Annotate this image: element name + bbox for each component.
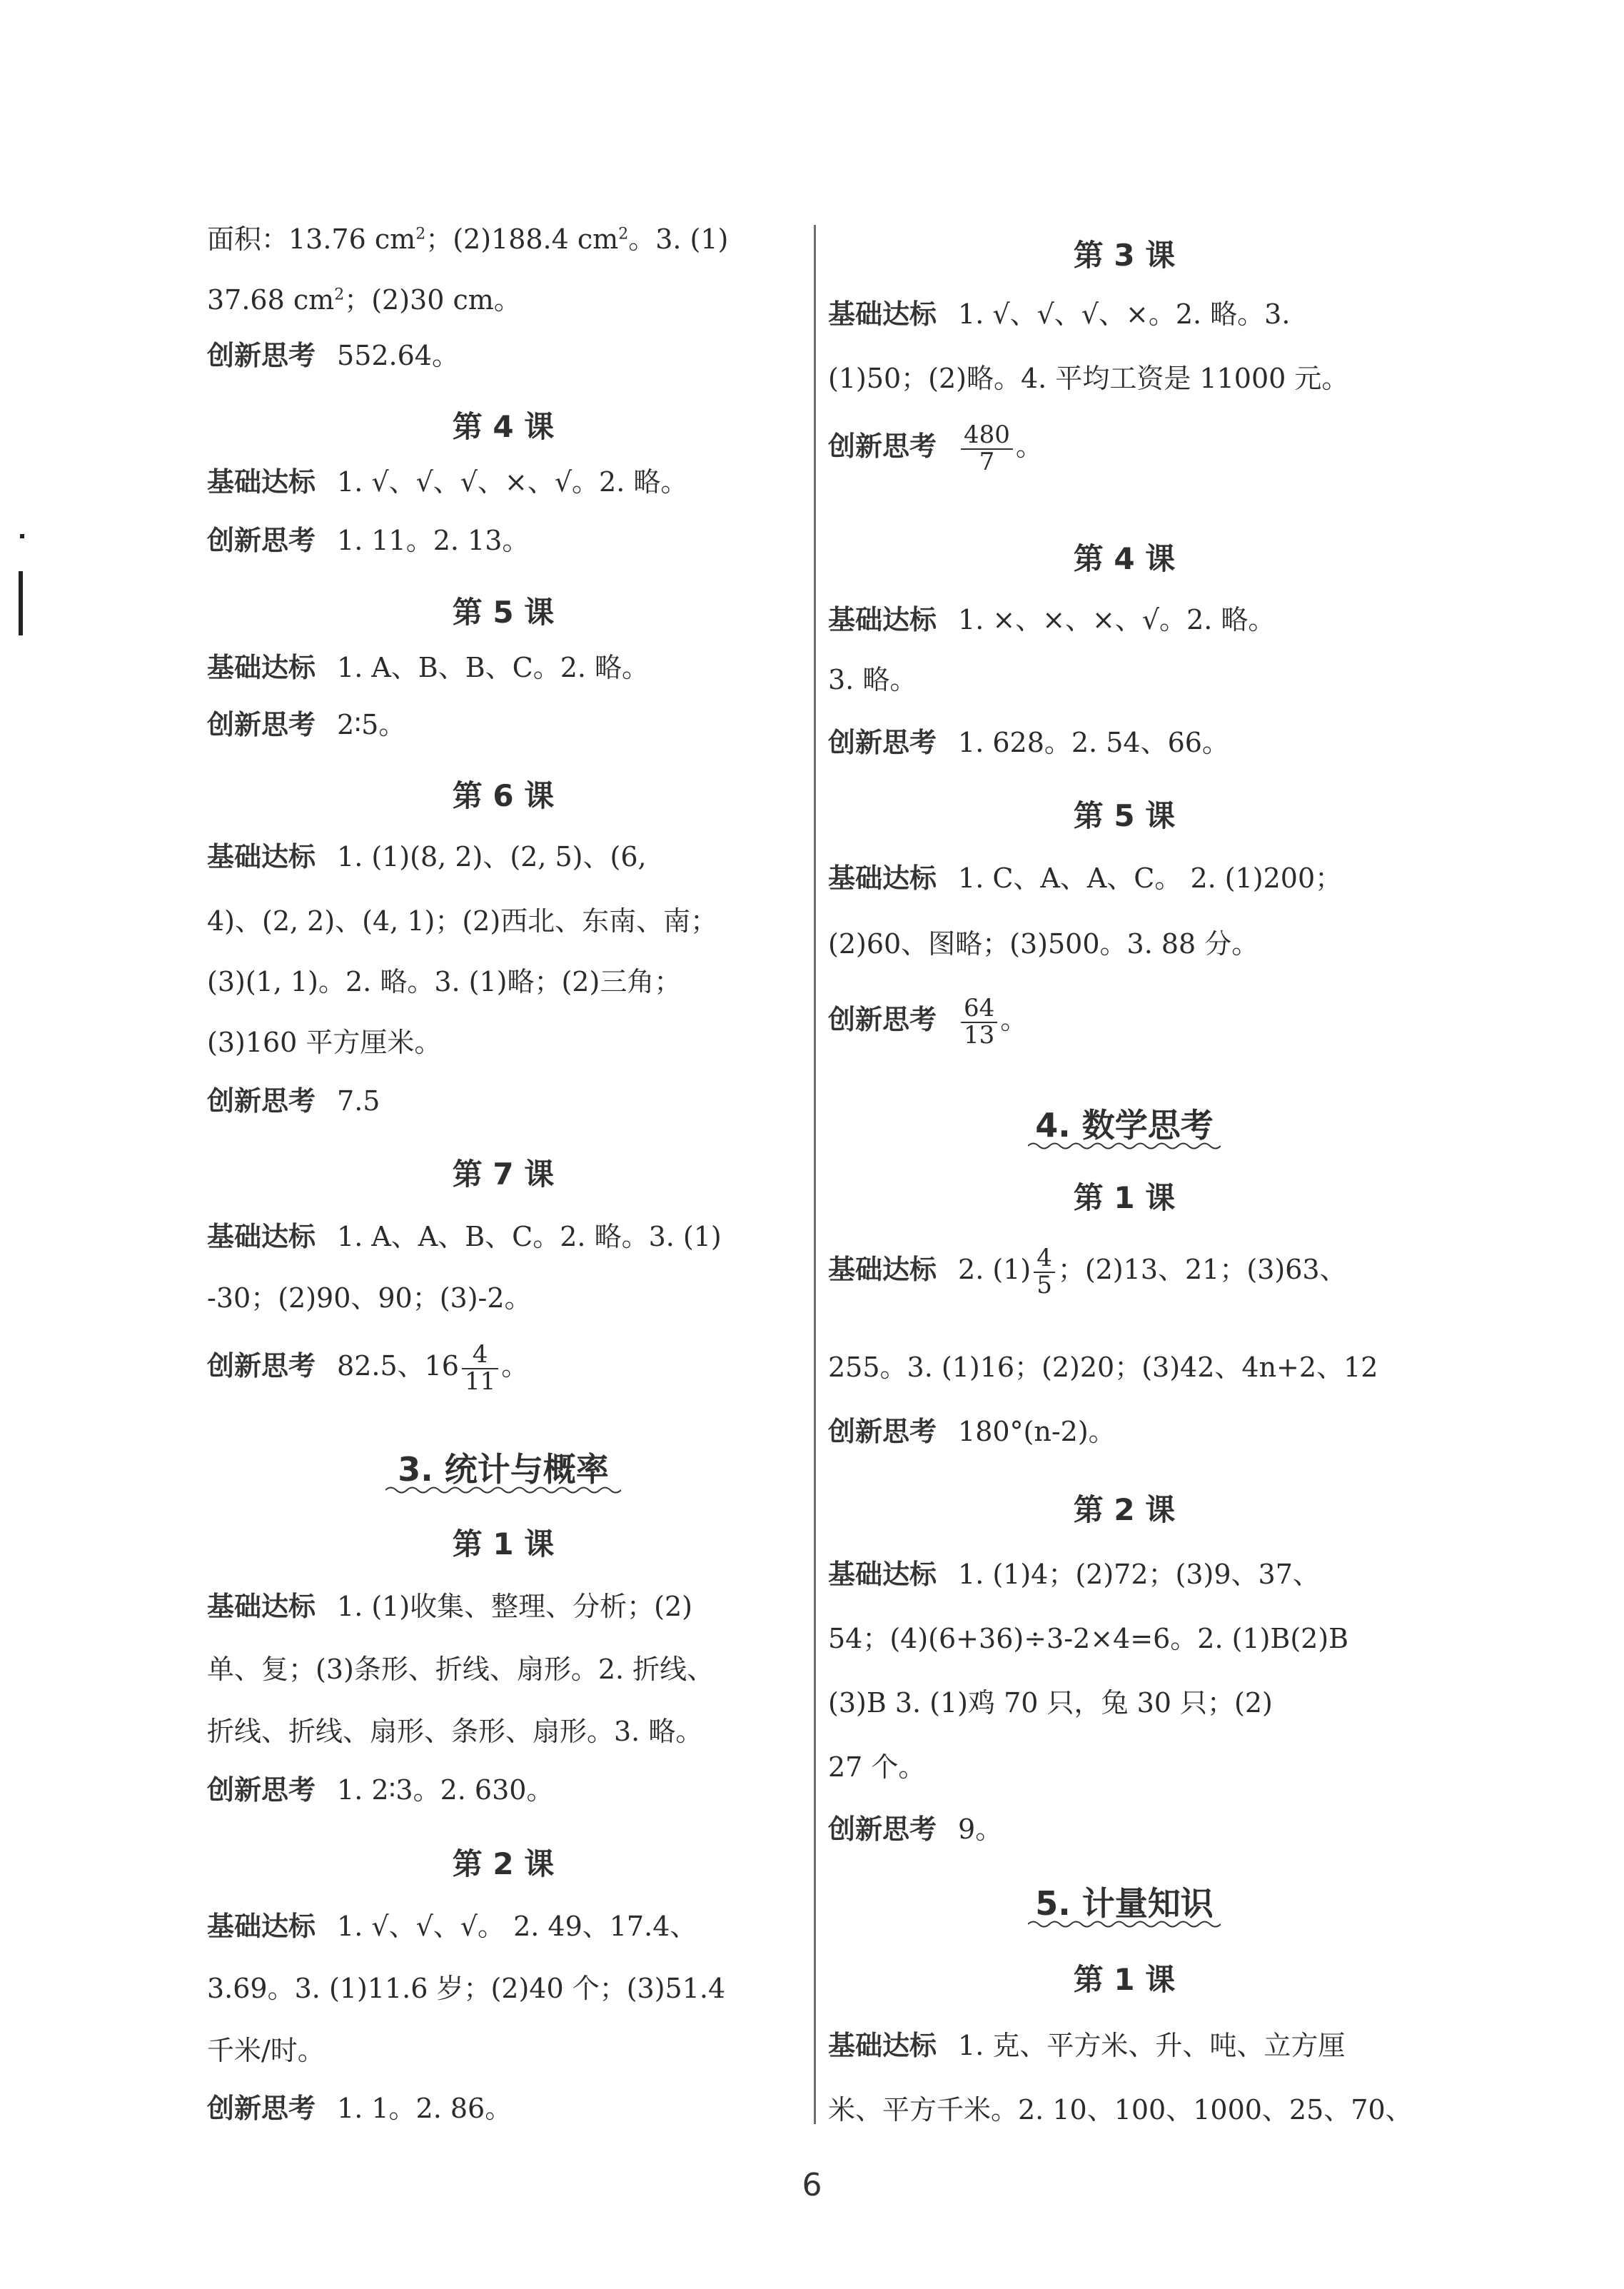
chapter-heading <box>828 1100 1421 1154</box>
text-line: (3)160 平方厘米。 <box>207 1027 442 1058</box>
answer-text: 1. (1)收集、整理、分析；(2) <box>337 1591 693 1622</box>
text-line: 255。3. (1)16；(2)20；(3)42、4n+2、12 <box>828 1352 1378 1383</box>
innovate-line <box>828 1417 1116 1447</box>
innovate-line <box>207 2094 512 2124</box>
basic-label: 基础达标 <box>828 862 937 894</box>
fraction <box>462 1342 498 1394</box>
text-line: 3. 略。 <box>828 664 917 695</box>
basic-line <box>828 864 1342 894</box>
margin-mark <box>20 534 24 538</box>
innovate-line <box>207 1342 528 1394</box>
answer-text: 1. √、√、√、×、√。2. 略。 <box>337 466 688 498</box>
text-line: (3)B 3. (1)鸡 70 只，兔 30 只；(2) <box>828 1687 1273 1719</box>
lesson-title: 第 2 课 <box>1073 1492 1176 1527</box>
fraction <box>961 423 1013 475</box>
innovate-label: 创新思考 <box>207 2093 316 2124</box>
chapter-title: 4. 数学思考 <box>1035 1106 1214 1144</box>
basic-line <box>207 653 649 683</box>
answer-text: 1. 克、平方米、升、吨、立方厘 <box>958 2030 1346 2061</box>
basic-line <box>828 1246 1347 1298</box>
chapter-heading <box>207 1444 800 1498</box>
answer-text: ；(2)13、21；(3)63、 <box>1057 1254 1347 1286</box>
text-line: 折线、折线、扇形、条形、扇形。3. 略。 <box>207 1716 703 1747</box>
innovate-label: 创新思考 <box>207 1774 316 1806</box>
lesson-title: 第 6 课 <box>452 778 555 813</box>
innovate-line <box>207 1776 553 1806</box>
answer-text: 1. 628。2. 54、66。 <box>958 727 1229 758</box>
answer-text: 9。 <box>958 1813 1003 1845</box>
basic-label: 基础达标 <box>207 652 316 683</box>
innovate-line <box>207 341 459 371</box>
fraction-numerator: 64 <box>961 996 997 1023</box>
answer-text: 1. C、A、A、C。 2. (1)200； <box>958 862 1343 894</box>
basic-label: 基础达标 <box>828 2030 937 2061</box>
fraction-denominator: 7 <box>979 447 995 476</box>
lesson-title: 第 2 课 <box>452 1846 555 1881</box>
answer-text: 。 <box>501 1350 529 1382</box>
answer-text: 1. √、√、√、×。2. 略。3. <box>958 298 1291 330</box>
text-line: (1)50；(2)略。4. 平均工资是 11000 元。 <box>828 363 1349 394</box>
text-line: 米、平方千米。2. 10、100、1000、25、70、 <box>828 2094 1413 2126</box>
innovate-line <box>207 526 529 556</box>
answer-text: 7.5 <box>337 1085 380 1117</box>
answer-text: 1. 2∶3。2. 630。 <box>337 1774 554 1806</box>
basic-label: 基础达标 <box>207 1221 316 1252</box>
answer-text: 1. (1)4；(2)72；(3)9、37、 <box>958 1559 1320 1590</box>
lesson-title: 第 4 课 <box>452 409 555 444</box>
basic-line <box>207 1592 692 1622</box>
innovate-label: 创新思考 <box>828 727 937 758</box>
wavy-underline <box>1028 1919 1221 1929</box>
innovate-line <box>207 1087 380 1117</box>
fraction-numerator: 4 <box>1034 1246 1055 1273</box>
text-line: -30；(2)90、90；(3)-2。 <box>207 1282 532 1314</box>
text-line: 3.69。3. (1)11.6 岁；(2)40 个；(3)51.4 <box>207 1973 726 2004</box>
lesson-title: 第 4 课 <box>1073 541 1176 576</box>
basic-label: 基础达标 <box>207 841 316 872</box>
innovate-label: 创新思考 <box>207 1350 316 1382</box>
basic-line <box>207 468 687 498</box>
innovate-label: 创新思考 <box>828 1813 937 1845</box>
basic-line <box>828 300 1290 330</box>
text-line: 27 个。 <box>828 1751 926 1783</box>
basic-line <box>828 605 1275 635</box>
fraction-denominator: 11 <box>464 1367 496 1396</box>
lesson-title: 第 5 课 <box>452 595 555 630</box>
answer-text: 。 <box>1015 431 1043 463</box>
text-line: (3)(1, 1)。2. 略。3. (1)略；(2)三角； <box>207 966 682 997</box>
fraction-denominator: 5 <box>1037 1270 1052 1299</box>
innovate-label: 创新思考 <box>828 1004 937 1036</box>
basic-line <box>828 1560 1320 1590</box>
basic-label: 基础达标 <box>828 298 937 330</box>
lesson-title: 第 5 课 <box>1073 798 1176 833</box>
basic-line <box>207 1222 722 1252</box>
innovate-label: 创新思考 <box>828 1416 937 1447</box>
basic-line <box>207 1912 697 1942</box>
fraction <box>961 996 997 1048</box>
text-line: 面积：13.76 $cm^2$；(2)188.4 $cm^2$。3. (1) <box>207 223 729 255</box>
lesson-title: 第 1 课 <box>1073 1180 1176 1215</box>
innovate-label: 创新思考 <box>207 1085 316 1117</box>
wavy-underline <box>1028 1141 1221 1151</box>
page-number: 6 <box>802 2167 822 2203</box>
lesson-title: 第 7 课 <box>452 1157 555 1192</box>
answer-text: 1. A、A、B、C。2. 略。3. (1) <box>337 1221 722 1252</box>
basic-label: 基础达标 <box>207 1911 316 1942</box>
text-line: 单、复；(3)条形、折线、扇形。2. 折线、 <box>207 1654 715 1685</box>
column-divider <box>814 225 816 2124</box>
innovate-label: 创新思考 <box>207 709 316 740</box>
answer-text: 2. (1) <box>958 1254 1032 1286</box>
text-line: 4)、(2, 2)、(4, 1)；(2)西北、东南、南； <box>207 905 718 937</box>
answer-text: 1. √、√、√。 2. 49、17.4、 <box>337 1911 697 1942</box>
fraction <box>1034 1246 1055 1298</box>
innovate-line <box>207 710 405 740</box>
answer-text: 1. 1。2. 86。 <box>337 2093 513 2124</box>
answer-text: 1. A、B、B、C。2. 略。 <box>337 652 650 683</box>
basic-label: 基础达标 <box>828 1559 937 1590</box>
innovate-line <box>828 1815 1002 1845</box>
innovate-label: 创新思考 <box>207 525 316 556</box>
answer-text: 1. 11。2. 13。 <box>337 525 530 556</box>
wavy-underline <box>385 1485 621 1495</box>
lesson-title: 第 1 课 <box>452 1526 555 1561</box>
basic-line <box>828 2031 1345 2061</box>
answer-text: 552.64。 <box>337 340 459 371</box>
fraction-denominator: 13 <box>964 1020 995 1050</box>
text-line: (2)60、图略；(3)500。3. 88 分。 <box>828 928 1259 960</box>
basic-label: 基础达标 <box>207 466 316 498</box>
text-line: 千米/时。 <box>207 2035 325 2066</box>
answer-text: 1. (1)(8, 2)、(2, 5)、(6, <box>337 841 647 872</box>
text-line: 54；(4)(6+36)÷3-2×4=6。2. (1)B(2)B <box>828 1623 1349 1654</box>
lesson-title: 第 3 课 <box>1073 238 1176 273</box>
innovate-label: 创新思考 <box>207 340 316 371</box>
answer-text: 1. ×、×、×、√。2. 略。 <box>958 604 1276 635</box>
chapter-title: 3. 统计与概率 <box>398 1450 609 1489</box>
basic-label: 基础达标 <box>828 1254 937 1286</box>
answer-text: 180°(n-2)。 <box>958 1416 1116 1447</box>
fraction-numerator: 4 <box>462 1342 498 1369</box>
answer-text: 2∶5。 <box>337 709 406 740</box>
fraction-numerator: 480 <box>961 423 1013 450</box>
basic-line <box>207 842 647 872</box>
answer-text: 。 <box>1000 1004 1028 1036</box>
chapter-heading <box>828 1878 1421 1932</box>
answer-text: 82.5、16 <box>337 1350 459 1382</box>
chapter-title: 5. 计量知识 <box>1035 1884 1214 1923</box>
basic-label: 基础达标 <box>828 604 937 635</box>
text-line: 37.68 $cm^2$；(2)30 cm。 <box>207 284 521 316</box>
lesson-title: 第 1 课 <box>1073 1962 1176 1997</box>
basic-label: 基础达标 <box>207 1591 316 1622</box>
innovate-line <box>828 423 1043 475</box>
margin-mark <box>19 571 23 635</box>
innovate-label: 创新思考 <box>828 431 937 463</box>
innovate-line <box>828 728 1229 758</box>
innovate-line <box>828 996 1027 1048</box>
